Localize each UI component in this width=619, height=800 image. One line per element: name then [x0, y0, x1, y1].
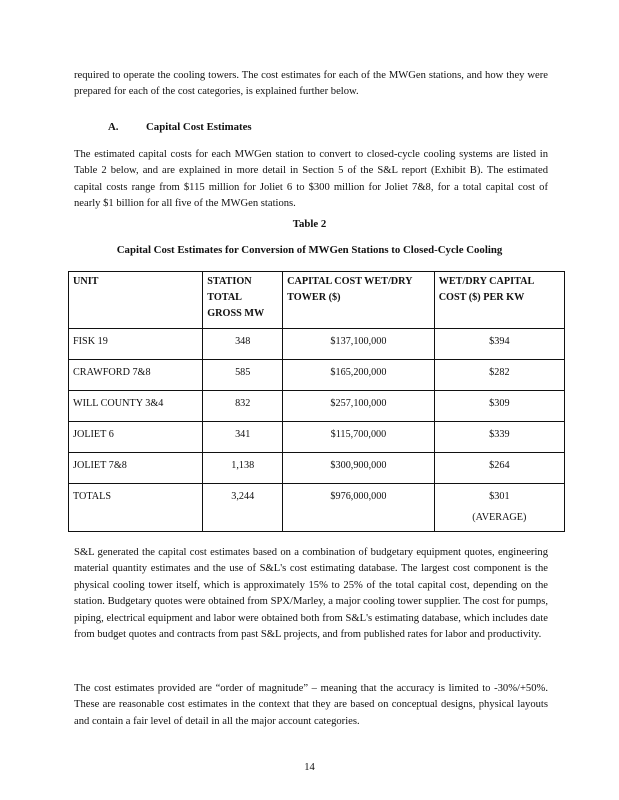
section-paragraph: The estimated capital costs for each MWGen station to convert to closed-cycle cooling systems are listed in Table 2 below, and are explained in more detail in Section 5 of the S&L report (Exhibit B). The estimated capital costs range from $115 million for Joliet 6 to $300 million for Joliet 7&8, for a total capital cost of nearly $1 billion for all five of the MWGen stations. [74, 149, 548, 210]
cell-per-kw: $309 [434, 391, 564, 422]
table-row [69, 422, 565, 453]
page-number: 14 [304, 762, 315, 773]
section-title: Capital Cost Estimates [146, 121, 252, 133]
intro-paragraph: required to operate the cooling towers. The cost estimates for each of the MWGen stations, and how they were prepared for each of the cost categories, is explained further below. [74, 70, 548, 98]
cell-cost: $115,700,000 [283, 422, 435, 453]
cell-cost: $976,000,000 [283, 484, 435, 532]
header-capital-cost: CAPITAL COST WET/DRY TOWER ($) [283, 272, 435, 329]
cell-cost: $300,900,000 [283, 453, 435, 484]
cell-per-kw: $339 [434, 422, 564, 453]
average-per-kw: $301 [489, 491, 510, 502]
cell-per-kw: $264 [434, 453, 564, 484]
table-row [69, 391, 565, 422]
methodology-paragraph: S&L generated the capital cost estimates based on a combination of budgetary equipment quotes, engineering material quantity estimates and the use of S&L's cost estimating database. The largest cost component is the physical cooling tower itself, which is approximately 15% to 25% of the total capital cost, depending on the station. Budgetary quotes were obtained from SPX/Marley, a major cooling tower supplier. The cost for pumps, piping, electrical equipment and labor were obtained both from S&L's estimating database, which includes date from budget quotes and contracts from past S&L projects, and from published rates for labor and productivity. [74, 547, 548, 641]
cell-mw: 341 [203, 422, 283, 453]
cell-mw: 1,138 [203, 453, 283, 484]
section-heading [108, 121, 252, 133]
cell-per-kw [434, 484, 564, 532]
table-header-row [69, 272, 565, 329]
cell-cost: $257,100,000 [283, 391, 435, 422]
capital-cost-table [68, 271, 565, 532]
table-row [69, 453, 565, 484]
cell-unit: WILL COUNTY 3&4 [69, 391, 203, 422]
table-title: Capital Cost Estimates for Conversion of MWGen Stations to Closed-Cycle Cooling [116, 244, 503, 256]
cell-unit: TOTALS [69, 484, 203, 532]
cell-unit: JOLIET 7&8 [69, 453, 203, 484]
totals-row [69, 484, 565, 532]
table-row [69, 329, 565, 360]
cell-unit: CRAWFORD 7&8 [69, 360, 203, 391]
cell-per-kw: $282 [434, 360, 564, 391]
cell-unit: JOLIET 6 [69, 422, 203, 453]
cell-mw: 585 [203, 360, 283, 391]
cell-cost: $137,100,000 [283, 329, 435, 360]
cell-per-kw: $394 [434, 329, 564, 360]
cell-mw: 348 [203, 329, 283, 360]
cell-mw: 832 [203, 391, 283, 422]
table-number: Table 2 [292, 218, 327, 230]
average-note: (AVERAGE) [472, 512, 527, 523]
header-unit: UNIT [69, 272, 203, 329]
accuracy-paragraph: The cost estimates provided are “order of magnitude” – meaning that the accuracy is limited to -30%/+50%. These are reasonable cost estimates in the context that they are based on conceptual designs, physical layouts and contain a fair level of detail in all the major account categories. [74, 683, 548, 727]
header-gross-mw: STATION TOTAL GROSS MW [203, 272, 283, 329]
cell-unit: FISK 19 [69, 329, 203, 360]
table-row [69, 360, 565, 391]
cell-mw: 3,244 [203, 484, 283, 532]
cell-cost: $165,200,000 [283, 360, 435, 391]
section-number: A. [108, 121, 119, 133]
header-cost-per-kw: WET/DRY CAPITAL COST ($) PER KW [434, 272, 564, 329]
